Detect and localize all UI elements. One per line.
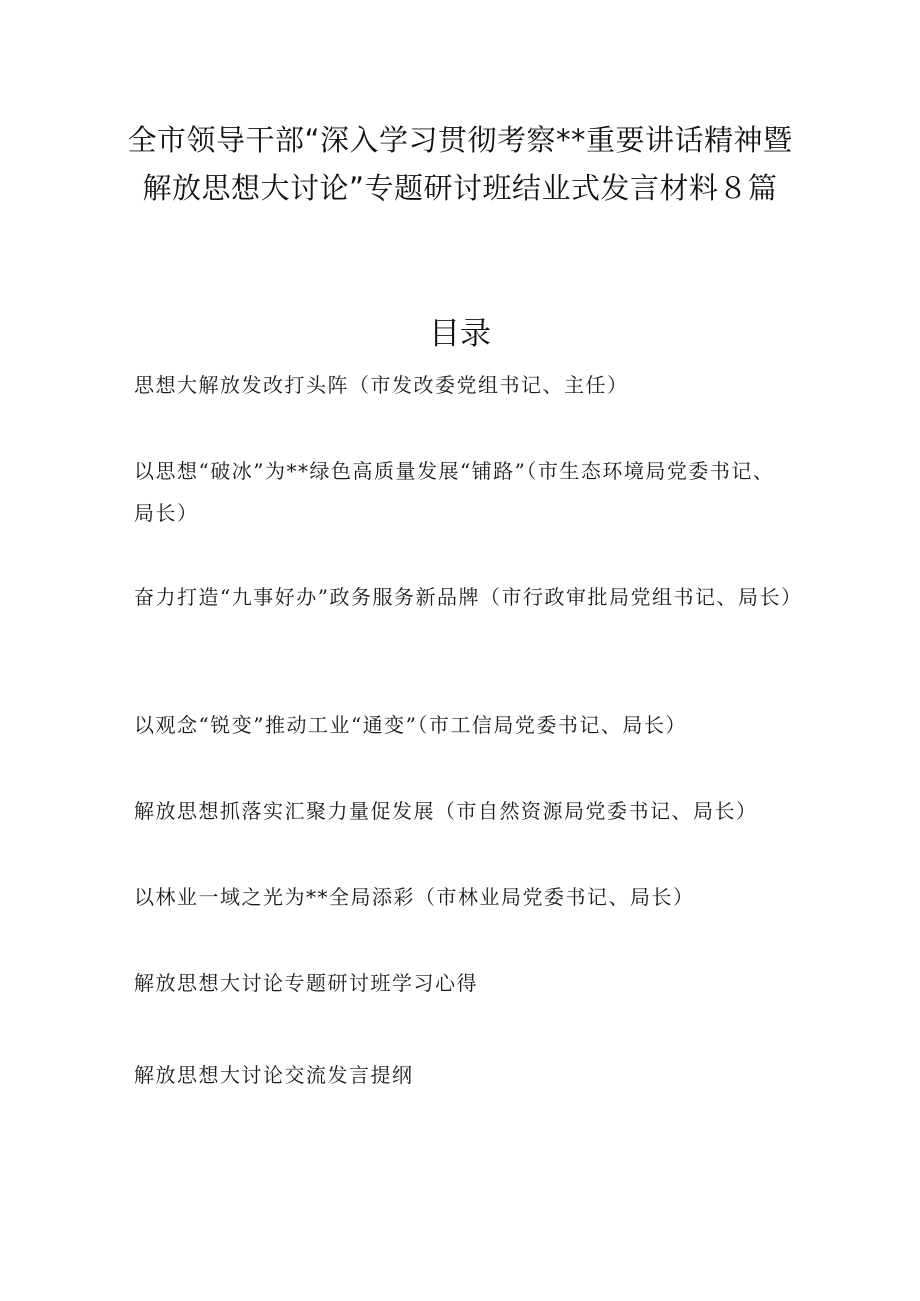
document-title-line-2: 解放思想大讨论”专题研讨班结业式发言材料８篇 (142, 171, 778, 205)
document-title-line-1: 全市领导干部“深入学习贯彻考察**重要讲话精神暨 (127, 123, 793, 157)
toc-item: 思想大解放发改打头阵（市发改委党组书记、主任） (134, 373, 629, 397)
toc-item: 奋力打造“九事好办”政务服务新品牌（市行政审批局党组书记、局长） (134, 585, 803, 609)
toc-item: 解放思想抓落实汇聚力量促发展（市自然资源局党委书记、局长） (134, 799, 758, 823)
toc-heading: 目录 (429, 316, 491, 352)
toc-item: 解放思想大讨论专题研讨班学习心得 (134, 971, 478, 995)
toc-item: 以林业一域之光为**全局添彩（市林业局党委书记、局长） (134, 885, 695, 909)
toc-item: 以观念“锐变”推动工业“通变”（市工信局党委书记、局长） (134, 713, 687, 737)
toc-item: 以思想“破冰”为**绿色高质量发展“铺路”（市生态环境局党委书记、局长） (134, 459, 775, 525)
toc-item: 解放思想大讨论交流发言提纲 (134, 1063, 414, 1087)
